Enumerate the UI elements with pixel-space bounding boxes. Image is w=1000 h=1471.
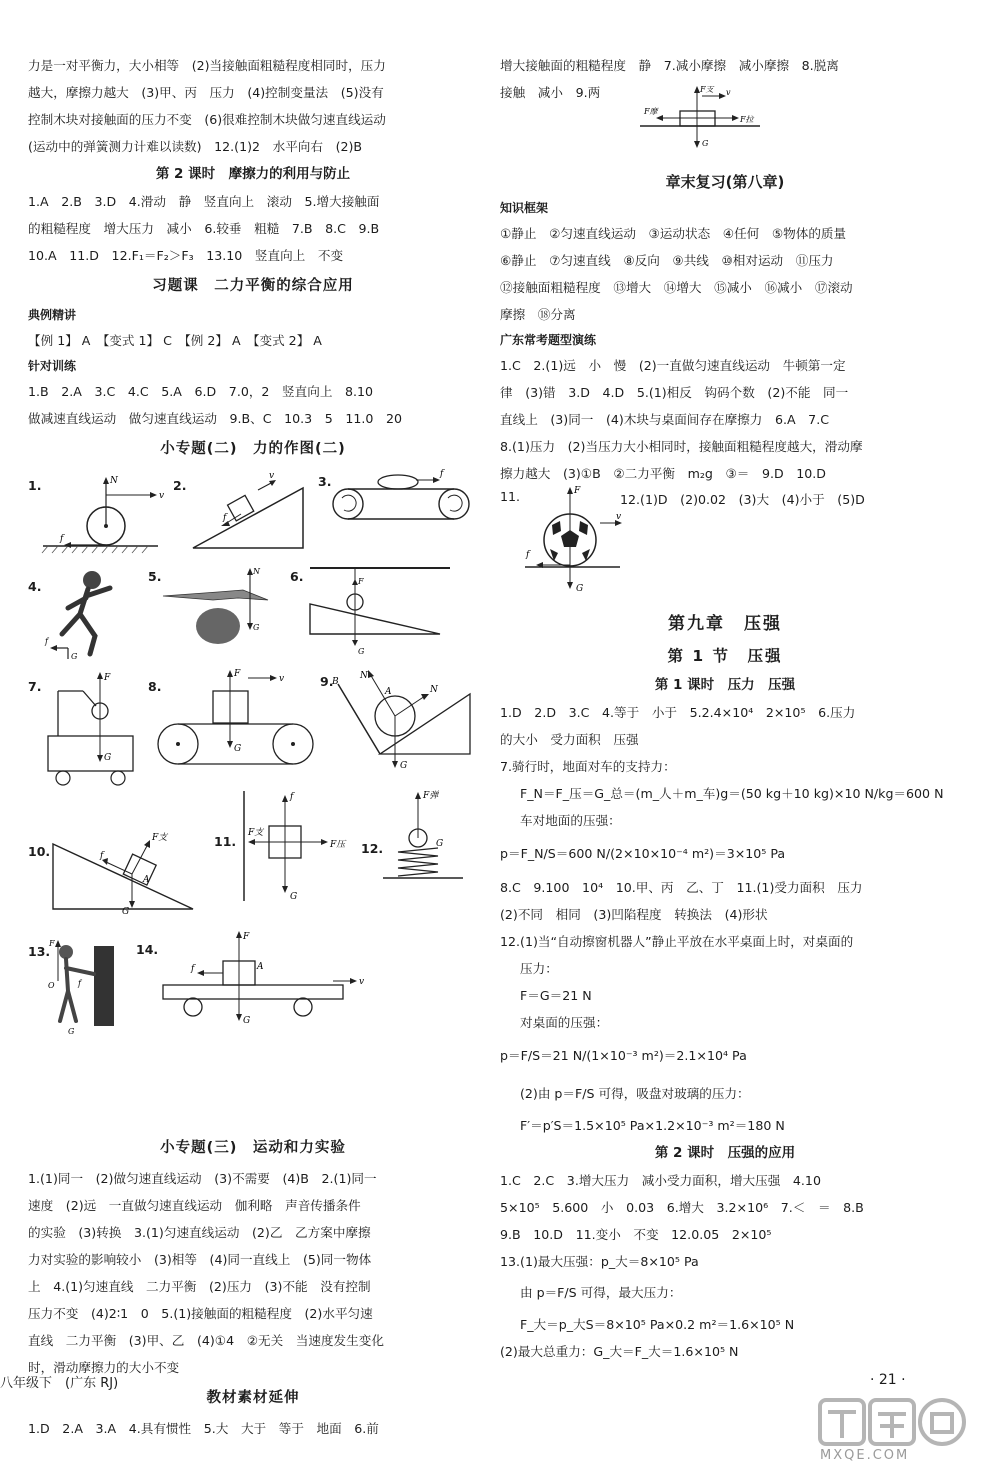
svg-text:F: F bbox=[49, 939, 55, 948]
answer-line: 的实验 (3)转换 3.(1)匀速直线运动 (2)乙 乙方案中摩擦 bbox=[28, 1225, 371, 1240]
figure-bird bbox=[158, 564, 278, 659]
svg-text:F弹: F弹 bbox=[423, 791, 439, 801]
svg-text:F: F bbox=[104, 673, 111, 683]
svg-text:f: f bbox=[191, 964, 195, 974]
right-column bbox=[500, 52, 950, 1365]
answer-line: 9.B 10.D 11.变小 不变 12.0.05 2×10⁵ bbox=[500, 1227, 772, 1242]
q11-row bbox=[500, 487, 950, 597]
svg-text:v: v bbox=[359, 977, 365, 987]
answer-line: ⑫接触面粗糙程度 ⑬增大 ⑭增大 ⑮减小 ⑯减小 ⑰滚动 bbox=[500, 280, 853, 295]
answer-line: (2)由 p＝F/S 可得，吸盘对玻璃的压力： bbox=[520, 1086, 750, 1101]
svg-text:F支: F支 bbox=[248, 828, 264, 838]
formula-line: p＝F/S＝21 N/(1×10⁻³ m²)＝2.1×10⁴ Pa bbox=[500, 1048, 747, 1063]
figure-block-on-belt bbox=[153, 666, 318, 776]
svg-text:G: G bbox=[104, 753, 112, 763]
figure-runner bbox=[40, 566, 135, 661]
figure-number: 1. bbox=[28, 478, 42, 493]
answer-line: 1.D 2.D 3.C 4.等于 小于 5.2.4×10⁴ 2×10⁵ 6.压力 bbox=[500, 705, 856, 720]
figure-conveyor bbox=[326, 466, 476, 536]
answer-line: 时，滑动摩擦力的大小不变 bbox=[28, 1360, 180, 1375]
answer-line: 车对地面的压强： bbox=[520, 813, 621, 828]
section-heading: 第 1 节 压强 bbox=[667, 647, 783, 665]
svg-text:G: G bbox=[122, 907, 130, 917]
figure-number: 3. bbox=[318, 474, 332, 489]
answer-line: 12.(1)D (2)0.02 (3)大 (4)小于 (5)D bbox=[620, 492, 865, 507]
svg-text:v: v bbox=[616, 512, 622, 522]
figure-number: 4. bbox=[28, 579, 42, 594]
svg-text:F支: F支 bbox=[700, 86, 714, 94]
answer-line: 1.D 2.A 3.A 4.具有惯性 5.大 大于 等于 地面 6.前 bbox=[28, 1421, 379, 1436]
sub-label: 典例精讲 bbox=[28, 308, 77, 322]
answer-line: (运动中的弹簧测力计难以读数) 12.(1)2 水平向右 (2)B bbox=[28, 139, 363, 154]
answer-line: 1.C 2.C 3.增大压力 减小受力面积，增大压强 4.10 bbox=[500, 1173, 821, 1188]
answer-line: 1.(1)同一 (2)做匀速直线运动 (3)不需要 (4)B 2.(1)同一 bbox=[28, 1171, 377, 1186]
figure-hanging-ball bbox=[300, 564, 460, 664]
svg-text:f: f bbox=[78, 979, 81, 988]
answer-line: 力是一对平衡力，大小相等 (2)当接触面粗糙程度相同时，压力 bbox=[28, 58, 386, 73]
svg-text:v: v bbox=[279, 674, 285, 684]
svg-text:f: f bbox=[290, 792, 294, 802]
svg-text:A: A bbox=[385, 687, 392, 697]
svg-text:f: f bbox=[100, 851, 104, 861]
page-number: · 21 · bbox=[870, 1372, 906, 1388]
answer-line: 7.骑行时，地面对车的支持力： bbox=[500, 759, 676, 774]
section-heading: 习题课 二力平衡的综合应用 bbox=[152, 278, 354, 294]
answer-line: 擦力越大 (3)①B ②二力平衡 m₂g ③＝ 9.D 10.D bbox=[500, 466, 827, 481]
answer-line: 的粗糙程度 增大压力 减小 6.较垂 粗糙 7.B 8.C 9.B bbox=[28, 221, 380, 236]
figure-number: 9. bbox=[320, 674, 334, 689]
figure-crane bbox=[38, 666, 148, 796]
figure-person-pushing-wall bbox=[46, 936, 126, 1036]
force-diagrams bbox=[28, 466, 478, 1131]
svg-text:N: N bbox=[430, 685, 438, 695]
formula-line: F_大＝p_大S＝8×10⁵ Pa×0.2 m²＝1.6×10⁵ N bbox=[520, 1317, 795, 1332]
svg-text:G: G bbox=[358, 647, 365, 656]
answer-line: 【例 1】 A 【变式 1】 C 【例 2】 A 【变式 2】 A bbox=[28, 333, 322, 348]
answer-line: 12.(1)当“自动擦窗机器人”静止平放在水平桌面上时，对桌面的 bbox=[500, 934, 854, 949]
svg-text:F: F bbox=[243, 932, 250, 942]
figure-ball-between-planes bbox=[330, 664, 480, 774]
answer-line: 的大小 受力面积 压强 bbox=[500, 732, 639, 747]
section-heading: 第 2 课时 摩擦力的利用与防止 bbox=[155, 166, 351, 182]
answer-line: 直线上 (3)同一 (4)木块与桌面间存在摩擦力 6.A 7.C bbox=[500, 412, 829, 427]
figure-block-on-wall bbox=[234, 791, 364, 906]
figure-spring-ball bbox=[378, 786, 468, 896]
svg-text:G: G bbox=[702, 139, 709, 148]
answer-line: 1.C 2.(1)远 小 慢 (2)一直做匀速直线运动 牛顿第一定 bbox=[500, 358, 846, 373]
svg-text:G: G bbox=[71, 652, 78, 661]
svg-text:F拉: F拉 bbox=[740, 115, 754, 124]
figure-number: 2. bbox=[173, 478, 187, 493]
figure-number: 5. bbox=[148, 569, 162, 584]
svg-text:F支: F支 bbox=[152, 833, 168, 843]
question-number: 11. bbox=[500, 489, 521, 504]
sub-label: 针对训练 bbox=[28, 359, 77, 373]
figure-incline-block-2 bbox=[48, 814, 198, 924]
figure-number: 14. bbox=[136, 942, 159, 957]
svg-text:v: v bbox=[269, 471, 275, 481]
svg-text:G: G bbox=[68, 1027, 75, 1036]
figure-number: 13. bbox=[28, 944, 51, 959]
svg-text:N: N bbox=[110, 476, 118, 486]
figure-number: 6. bbox=[290, 569, 304, 584]
svg-text:A: A bbox=[257, 962, 264, 972]
watermark-site: MXQE.COM bbox=[820, 1448, 910, 1463]
sub-label: 广东常考题型演练 bbox=[500, 333, 597, 347]
answer-line: 摩擦 ⑱分离 bbox=[500, 307, 576, 322]
section-heading: 小专题(三) 运动和力实验 bbox=[160, 1140, 346, 1156]
section-heading: 章末复习(第八章) bbox=[665, 173, 785, 191]
answer-line: 1.B 2.A 3.C 4.C 5.A 6.D 7.0，2 竖直向上 8.10 bbox=[28, 384, 374, 399]
figure-soccer-ball bbox=[520, 485, 630, 595]
figure-number: 11. bbox=[214, 834, 237, 849]
figure-number: 10. bbox=[28, 844, 51, 859]
figure-incline-block bbox=[183, 468, 313, 558]
answer-line: (2)最大总重力：G_大＝F_大＝1.6×10⁵ N bbox=[500, 1344, 739, 1359]
lesson-heading: 第 2 课时 压强的应用 bbox=[654, 1145, 796, 1161]
formula-line: p＝F_N/S＝600 N/(2×10×10⁻⁴ m²)＝3×10⁵ Pa bbox=[500, 846, 786, 861]
answer-line: 力对实验的影响较小 (3)相等 (4)同一直线上 (5)同一物体 bbox=[28, 1252, 372, 1267]
figure-cart-with-block bbox=[153, 931, 373, 1026]
figure-number: 12. bbox=[361, 841, 384, 856]
svg-text:f: f bbox=[45, 637, 48, 646]
svg-text:G: G bbox=[243, 1016, 251, 1026]
svg-text:F: F bbox=[234, 669, 241, 679]
svg-text:G: G bbox=[290, 892, 298, 902]
answer-line: 8.C 9.100 10⁴ 10.甲、丙 乙、丁 11.(1)受力面积 压力 bbox=[500, 880, 863, 895]
answer-line: 由 p＝F/S 可得，最大压力： bbox=[520, 1285, 682, 1300]
sub-label: 知识框架 bbox=[500, 201, 549, 215]
svg-text:F: F bbox=[358, 577, 364, 586]
chapter-heading: 第九章 压强 bbox=[668, 614, 782, 634]
answer-line: 接触 减小 9.两 bbox=[500, 85, 601, 100]
svg-text:G: G bbox=[234, 744, 242, 754]
answer-line: 直线 二力平衡 (3)甲、乙 (4)①4 ②无关 当速度发生变化 bbox=[28, 1333, 384, 1348]
svg-text:F压: F压 bbox=[330, 840, 346, 850]
answer-line: 律 (3)错 3.D 4.D 5.(1)相反 钩码个数 (2)不能 同一 bbox=[500, 385, 849, 400]
lesson-heading: 第 1 课时 压力 压强 bbox=[654, 677, 796, 693]
left-column bbox=[28, 52, 478, 1442]
figure-number: 7. bbox=[28, 679, 42, 694]
answer-line: 压力： bbox=[520, 961, 558, 976]
answer-line: ⑥静止 ⑦匀速直线 ⑧反向 ⑨共线 ⑩相对运动 ⑪压力 bbox=[500, 253, 834, 268]
svg-text:f: f bbox=[440, 469, 444, 479]
section-heading: 小专题(二) 力的作图(二) bbox=[160, 441, 346, 457]
answer-line: (2)不同 相同 (3)凹陷程度 转换法 (4)形状 bbox=[500, 907, 768, 922]
svg-text:v: v bbox=[726, 88, 731, 97]
answer-line: 压力不变 (4)2∶1 0 5.(1)接触面的粗糙程度 (2)水平匀速 bbox=[28, 1306, 373, 1321]
answer-line: F＝G＝21 N bbox=[520, 988, 592, 1003]
formula-line: F′＝p′S＝1.5×10⁵ Pa×1.2×10⁻³ m²＝180 N bbox=[520, 1118, 785, 1133]
answer-line: 13.(1)最大压强：p_大＝8×10⁵ Pa bbox=[500, 1254, 699, 1269]
answer-line: F_N＝F_压＝G_总＝(m_人＋m_车)g＝(50 kg＋10 kg)×10 N/kg＝600 N bbox=[520, 786, 944, 801]
svg-text:G: G bbox=[400, 761, 408, 771]
svg-text:f: f bbox=[526, 550, 530, 560]
figure-wheel-diagram bbox=[38, 471, 168, 561]
answer-line: 越大，摩擦力越大 (3)甲、丙 压力 (4)控制变量法 (5)没有 bbox=[28, 85, 384, 100]
answer-line: 做减速直线运动 做匀速直线运动 9.B、C 10.3 5 11.0 20 bbox=[28, 411, 403, 426]
svg-text:A: A bbox=[143, 875, 150, 885]
answer-line: 1.A 2.B 3.D 4.滑动 静 竖直向上 滚动 5.增大接触面 bbox=[28, 194, 380, 209]
svg-text:f: f bbox=[60, 534, 64, 544]
answer-line: 控制木块对接触面的压力不变 (6)很难控制木块做匀速直线运动 bbox=[28, 112, 386, 127]
answer-line: 8.(1)压力 (2)当压力大小相同时，接触面粗糙程度越大，滑动摩 bbox=[500, 439, 863, 454]
svg-text:N: N bbox=[253, 567, 260, 576]
svg-text:N: N bbox=[360, 671, 368, 681]
svg-text:G: G bbox=[253, 623, 260, 632]
svg-text:O: O bbox=[48, 981, 55, 990]
svg-text:B: B bbox=[332, 677, 339, 687]
answer-line: ①静止 ②匀速直线运动 ③运动状态 ④任何 ⑤物体的质量 bbox=[500, 226, 847, 241]
answer-line: 5×10⁵ 5.600 小 0.03 6.增大 3.2×10⁶ 7.＜ ＝ 8.B bbox=[500, 1200, 864, 1215]
answer-line: 对桌面的压强： bbox=[520, 1015, 609, 1030]
answer-line: 10.A 11.D 12.F₁＝F₂＞F₃ 13.10 竖直向上 不变 bbox=[28, 248, 344, 263]
answer-line: 上 4.(1)匀速直线 二力平衡 (2)压力 (3)不能 没有控制 bbox=[28, 1279, 371, 1294]
answer-line: 增大接触面的粗糙程度 静 7.减小摩擦 减小摩擦 8.脱离 bbox=[500, 58, 839, 73]
svg-text:v: v bbox=[159, 491, 165, 501]
section-heading: 教材素材延伸 bbox=[206, 1390, 300, 1406]
answer-line: 速度 (2)远 一直做匀速直线运动 伽利略 声音传播条件 bbox=[28, 1198, 361, 1213]
figure-number: 8. bbox=[148, 679, 162, 694]
svg-text:f: f bbox=[223, 513, 227, 523]
svg-text:F摩: F摩 bbox=[644, 107, 658, 116]
svg-text:G: G bbox=[576, 584, 584, 594]
svg-text:F: F bbox=[574, 486, 581, 496]
page-footer-label: 八年级下 (广东 RJ) bbox=[0, 1376, 119, 1391]
svg-text:G: G bbox=[436, 839, 444, 849]
